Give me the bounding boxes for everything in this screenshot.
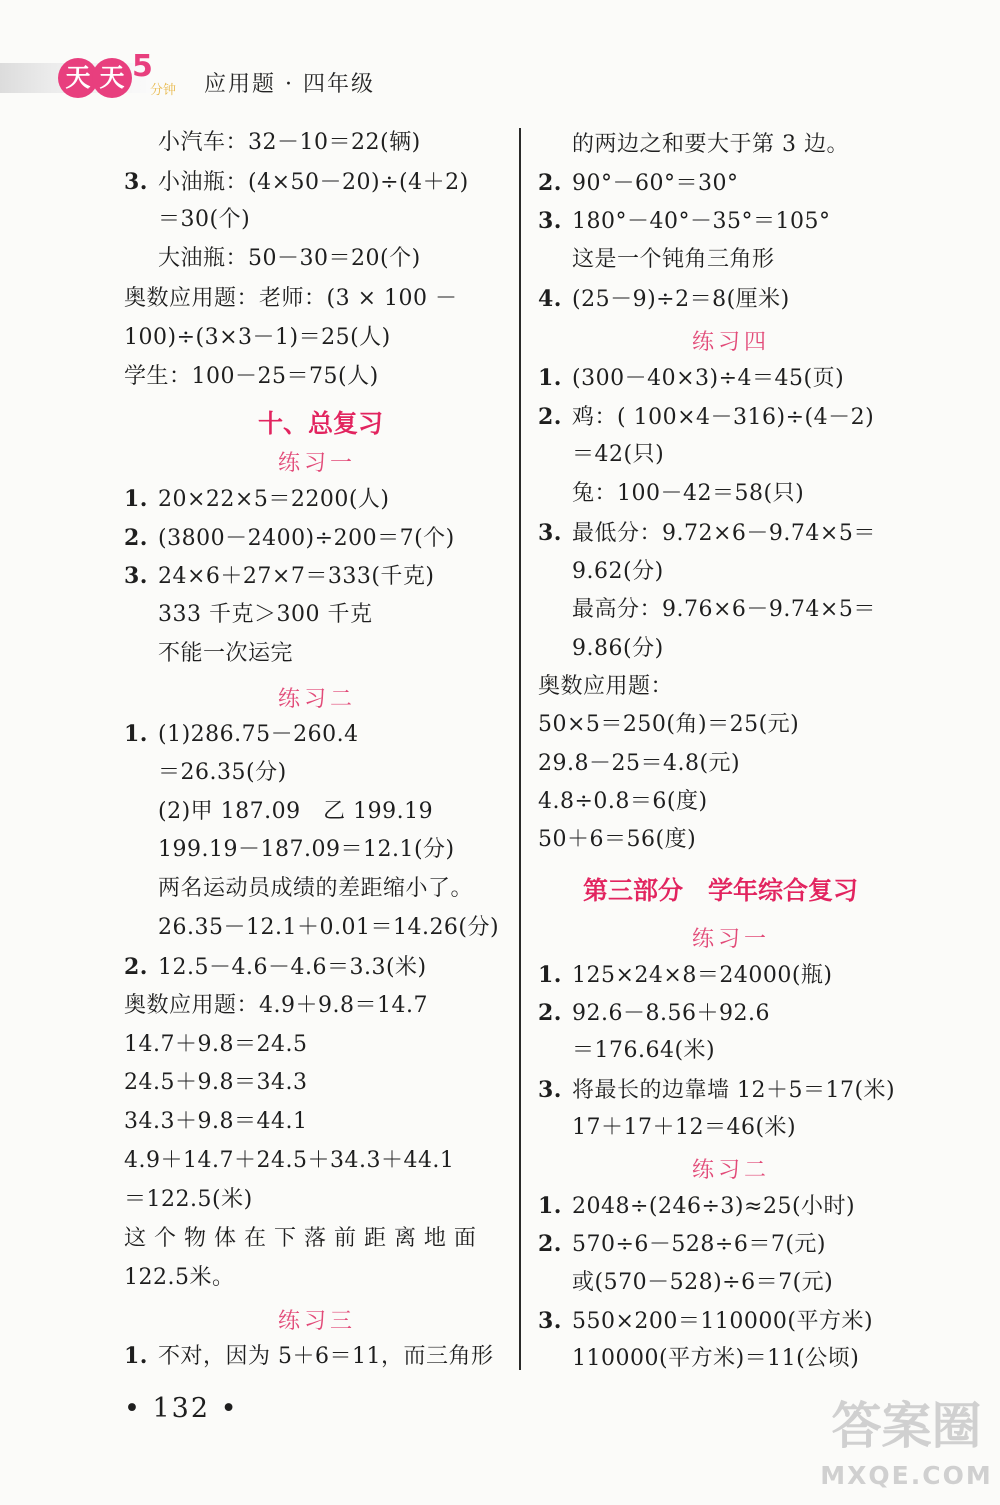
answer-line: ＝122.5(米) (124, 1187, 253, 1212)
answer-line: 最高分：9.76×6－9.74×5＝ (572, 597, 876, 622)
brand-badge-2: 天 (92, 58, 132, 98)
section-title: 十、总复习 (258, 409, 384, 438)
answer-line: 2. 12.5－4.6－4.6＝3.3(米) (124, 954, 427, 980)
answer-line: 2. 90°－60°＝30° (538, 170, 739, 196)
column-divider (519, 128, 521, 1370)
part-title: 第三部分 学年综合复习 (583, 876, 859, 905)
answer-line: ＝26.35(分) (158, 760, 287, 785)
answer-line: 3. 最低分：9.72×6－9.74×5＝ (538, 520, 876, 546)
answer-line: 学生：100－25＝75(人) (124, 364, 379, 389)
answer-line: 两名运动员成绩的差距缩小了。 (158, 876, 474, 901)
book-title: 应用题 · 四年级 (204, 72, 375, 97)
exercise-heading: 练习四 (692, 330, 771, 355)
book-header (0, 49, 560, 105)
answer-line: 大油瓶：50－30＝20(个) (158, 246, 421, 271)
answer-line: ＝42(只) (572, 442, 665, 467)
answer-line: 100)÷(3×3－1)＝25(人) (124, 325, 391, 350)
answer-line: 1. (300－40×3)÷4＝45(页) (538, 365, 845, 391)
answer-line: 122.5米。 (124, 1265, 235, 1290)
answer-line: 4.8÷0.8＝6(度) (538, 789, 708, 814)
answer-line: 小汽车：32－10＝22(辆) (158, 130, 421, 155)
answer-line: 1. 2048÷(246÷3)≈25(小时) (538, 1193, 856, 1219)
answer-line: 奥数应用题： (538, 674, 674, 699)
answer-line: 110000(平方米)＝11(公顷) (572, 1346, 860, 1371)
brand-subtitle: 分钟 (150, 83, 177, 98)
answer-line: ＝176.64(米) (572, 1038, 716, 1063)
answer-line: 兔：100－42＝58(只) (572, 481, 805, 506)
answer-line: 199.19－187.09＝12.1(分) (158, 837, 455, 862)
exercise-heading: 练习一 (692, 927, 771, 952)
answer-line: 1. 20×22×5＝2200(人) (124, 486, 390, 512)
watermark-logo: 答案圈 MXQE.COM (820, 1397, 993, 1490)
exercise-heading: 练习三 (278, 1309, 357, 1334)
answer-line: 的两边之和要大于第 3 边。 (572, 132, 849, 157)
answer-line: 9.62(分) (572, 559, 664, 584)
exercise-heading: 练习一 (278, 451, 357, 476)
answer-line: 这 个 物 体 在 下 落 前 距 离 地 面 (124, 1226, 477, 1251)
answer-line: 29.8－25＝4.8(元) (538, 751, 741, 776)
answer-line: 1. 125×24×8＝24000(瓶) (538, 962, 833, 988)
answer-line: 17＋17＋12＝46(米) (572, 1115, 797, 1140)
answer-line: 9.86(分) (572, 636, 664, 661)
answer-line: 或(570－528)÷6＝7(元) (572, 1270, 834, 1295)
answer-line: (2)甲 187.09 乙 199.19 (158, 799, 434, 824)
answer-line: 奥数应用题：4.9＋9.8＝14.7 (124, 993, 428, 1018)
answer-line: 34.3＋9.8＝44.1 (124, 1109, 308, 1134)
answer-line: 2. 92.6－8.56＋92.6 (538, 1000, 770, 1026)
answer-line: 1. 不对，因为 5＋6＝11，而三角形 (124, 1343, 494, 1369)
answer-line: 3. 将最长的边靠墙 12＋5＝17(米) (538, 1077, 896, 1103)
brand-badge-1: 天 (58, 58, 98, 98)
answer-line: 14.7＋9.8＝24.5 (124, 1032, 308, 1057)
answer-line: 3. 180°－40°－35°＝105° (538, 208, 831, 234)
answer-line: 奥数应用题：老师：(3 × 100 － (124, 286, 458, 311)
answer-line: 50×5＝250(角)＝25(元) (538, 712, 800, 737)
answer-line: 1. (1)286.75－260.4 (124, 721, 359, 747)
answer-line: 24.5＋9.8＝34.3 (124, 1070, 308, 1095)
answer-line: 4.9＋14.7＋24.5＋34.3＋44.1 (124, 1148, 455, 1173)
answer-line: 4. (25－9)÷2＝8(厘米) (538, 286, 790, 312)
answer-line: 2. 鸡：( 100×4－316)÷(4－2) (538, 404, 875, 430)
page-number: • 132 • (124, 1393, 239, 1424)
answer-line: 2. 570÷6－528÷6＝7(元) (538, 1231, 827, 1257)
answer-line: 这是一个钝角三角形 (572, 247, 775, 272)
exercise-heading: 练习二 (278, 687, 357, 712)
answer-line: 3. 550×200＝110000(平方米) (538, 1308, 874, 1334)
answer-line: 333 千克＞300 千克 (158, 602, 373, 627)
answer-line: 不能一次运完 (158, 641, 294, 666)
answer-line: 3. 小油瓶：(4×50－20)÷(4＋2) (124, 169, 469, 195)
answer-line: 3. 24×6＋27×7＝333(千克) (124, 563, 435, 589)
brand-number: 5 (132, 49, 153, 84)
answer-line: 50＋6＝56(度) (538, 827, 697, 852)
exercise-heading: 练习二 (692, 1158, 771, 1183)
answer-line: 2. (3800－2400)÷200＝7(个) (124, 525, 455, 551)
answer-line: 26.35－12.1＋0.01＝14.26(分) (158, 915, 500, 940)
answer-line: ＝30(个) (158, 207, 251, 232)
